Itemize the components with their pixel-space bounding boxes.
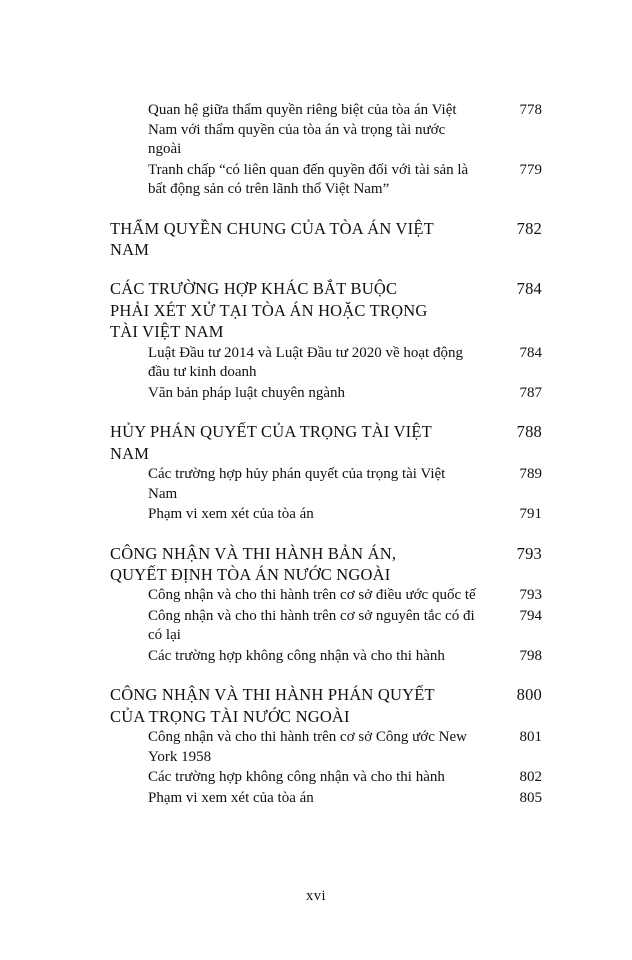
toc-entry-page-number: 801	[519, 729, 542, 746]
toc-entry-label: Văn bản pháp luật chuyên ngành	[148, 384, 346, 401]
toc-entry-label: Công nhận và cho thi hành trên cơ sở nguyên tắc có đi có lại	[148, 607, 475, 644]
toc-entry-label: Phạm vi xem xét của tòa án	[148, 506, 314, 523]
toc-entry[interactable]	[110, 505, 542, 525]
toc-entry[interactable]	[110, 421, 542, 464]
toc-entry[interactable]	[110, 278, 542, 342]
toc-entry-page-number: 805	[519, 789, 542, 806]
toc-entry-label: Các trường hợp không công nhận và cho thi hành	[148, 647, 445, 664]
toc-entry-page-number: 798	[519, 647, 542, 664]
toc-entry-label: Các trường hợp không công nhận và cho thi hành	[148, 769, 445, 786]
toc-entry-page-number: 791	[519, 506, 542, 523]
toc-entry-page-number: 782	[516, 218, 542, 238]
toc-entry-page-number: 779	[519, 161, 542, 178]
toc-entry[interactable]	[110, 101, 542, 160]
toc-entry-label: Công nhận và cho thi hành trên cơ sở điều ước quốc tế	[148, 587, 476, 604]
toc-entry-page-number: 789	[519, 466, 542, 483]
toc-entry[interactable]	[110, 586, 542, 606]
toc-entry[interactable]	[110, 465, 542, 504]
toc-entry-page-number: 802	[519, 769, 542, 786]
toc-entry[interactable]	[110, 344, 542, 383]
toc-entry[interactable]	[110, 789, 542, 809]
toc-entry-label: Quan hệ giữa thẩm quyền riêng biệt của tòa án Việt Nam với thẩm quyền của tòa án và trọng tài nước ngoài	[148, 102, 457, 157]
table-of-contents	[110, 101, 542, 808]
toc-entry-page-number: 784	[516, 279, 542, 299]
toc-entry[interactable]	[110, 607, 542, 646]
toc-entry[interactable]	[110, 728, 542, 767]
toc-entry-label: Các trường hợp hủy phán quyết của trọng tài Việt Nam	[148, 466, 446, 502]
toc-entry-page-number: 794	[519, 607, 542, 624]
toc-entry-label: CÔNG NHẬN VÀ THI HÀNH PHÁN QUYẾT CỦA TRỌNG TÀI NƯỚC NGOÀI	[110, 685, 435, 726]
toc-entry-page-number: 793	[519, 587, 542, 604]
toc-entry-label: CÔNG NHẬN VÀ THI HÀNH BẢN ÁN, QUYẾT ĐỊNH TÒA ÁN NƯỚC NGOÀI	[110, 543, 397, 584]
toc-entry-page-number: 787	[519, 384, 542, 401]
toc-entry-page-number: 778	[519, 102, 542, 118]
toc-entry-label: Tranh chấp “có liên quan đến quyền đối với tài sản là bất động sản có trên lãnh thổ Việt Nam”	[148, 161, 469, 197]
toc-entry-label: HỦY PHÁN QUYẾT CỦA TRỌNG TÀI VIỆT NAM	[110, 422, 432, 463]
page-folio: xvi	[305, 888, 327, 904]
toc-entry-label: Luật Đầu tư 2014 và Luật Đầu tư 2020 về hoạt động đầu tư kinh doanh	[148, 344, 463, 381]
toc-entry[interactable]	[110, 768, 542, 788]
toc-entry-page-number: 788	[516, 422, 542, 442]
toc-entry-label: THẨM QUYỀN CHUNG CỦA TÒA ÁN VIỆT NAM	[110, 218, 434, 259]
toc-entry[interactable]	[110, 543, 542, 586]
toc-entry[interactable]	[110, 384, 542, 404]
toc-entry[interactable]	[110, 647, 542, 667]
toc-entry[interactable]	[110, 218, 542, 261]
toc-entry-page-number: 800	[516, 685, 542, 705]
toc-entry-label: Công nhận và cho thi hành trên cơ sở Công ước New York 1958	[148, 729, 467, 765]
toc-entry-label: CÁC TRƯỜNG HỢP KHÁC BẮT BUỘC PHẢI XÉT XỬ TẠI TÒA ÁN HOẶC TRỌNG TÀI VIỆT NAM	[110, 279, 428, 342]
toc-entry[interactable]	[110, 684, 542, 727]
toc-entry-page-number: 784	[519, 344, 542, 361]
toc-entry[interactable]	[110, 161, 542, 200]
toc-entry-page-number: 793	[516, 543, 542, 563]
toc-entry-label: Phạm vi xem xét của tòa án	[148, 789, 314, 806]
